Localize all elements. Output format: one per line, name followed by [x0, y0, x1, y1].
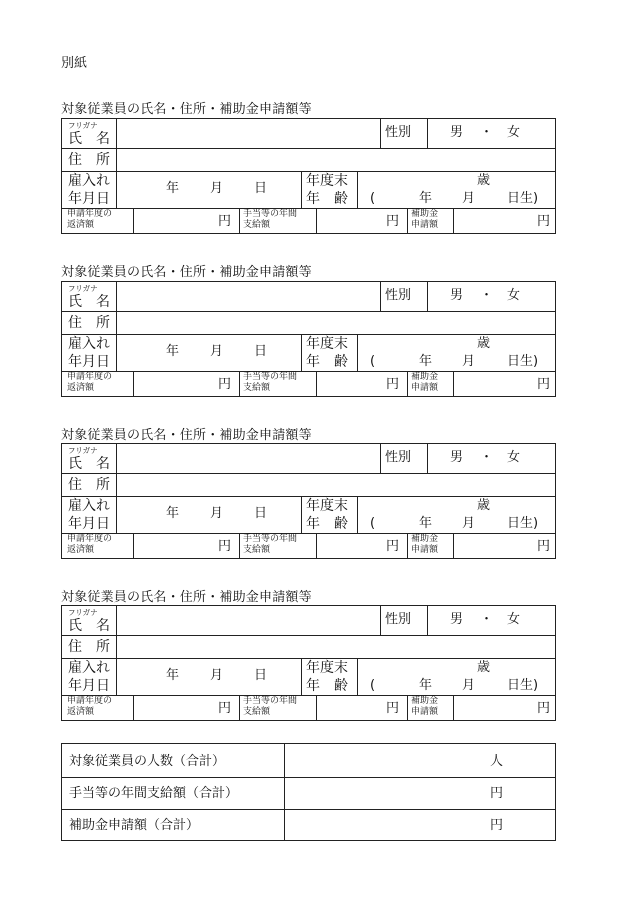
subsidy-label: 補助金	[411, 372, 439, 382]
name-label: 氏 名	[68, 618, 110, 634]
page-label: 別紙	[61, 56, 88, 71]
hire-date-label: 雇入れ	[68, 173, 110, 189]
gender-male: 男	[450, 450, 464, 465]
summary-unit-subsidy: 円	[490, 818, 504, 833]
col-line	[116, 444, 117, 533]
col-line	[407, 208, 408, 233]
col-line	[407, 371, 408, 396]
col-line	[357, 171, 358, 208]
hire-date-label-2: 年月日	[68, 191, 110, 207]
age-unit: 歳	[477, 498, 491, 513]
col-line	[301, 658, 302, 695]
birth-paren: (	[370, 354, 376, 369]
row-line	[62, 148, 555, 149]
hire-date-label: 雇入れ	[68, 336, 110, 352]
employee-form	[61, 443, 556, 559]
birth-paren: (	[370, 191, 376, 206]
gender-label: 性別	[385, 125, 412, 140]
age-label-2: 年 齢	[306, 354, 348, 370]
summary-row-line	[62, 809, 555, 810]
hire-date-label-2: 年月日	[68, 354, 110, 370]
subsidy-yen: 円	[537, 214, 551, 229]
subsidy-yen: 円	[537, 701, 551, 716]
age-label-2: 年 齢	[306, 516, 348, 532]
col-line	[133, 371, 134, 396]
name-label: 氏 名	[68, 294, 110, 310]
birth-month-unit: 月	[462, 191, 476, 206]
col-line	[357, 334, 358, 371]
col-line	[357, 658, 358, 695]
birth-day-unit: 日生)	[507, 678, 539, 693]
summary-divider	[284, 744, 285, 840]
subsidy-yen: 円	[537, 539, 551, 554]
col-line	[301, 171, 302, 208]
col-line	[239, 371, 240, 396]
furigana-label: フリガナ	[68, 446, 98, 455]
repayment-yen: 円	[218, 539, 232, 554]
hire-month-unit: 月	[210, 668, 224, 683]
col-line	[380, 282, 381, 311]
hire-day-unit: 日	[254, 181, 268, 196]
subsidy-label-2: 申請額	[411, 707, 439, 717]
summary-row-line	[62, 777, 555, 778]
age-unit: 歳	[477, 660, 491, 675]
section-title: 対象従業員の氏名・住所・補助金申請額等	[61, 428, 312, 443]
col-line	[427, 444, 428, 473]
col-line	[453, 208, 454, 233]
subsidy-label: 補助金	[411, 209, 439, 219]
col-line	[357, 496, 358, 533]
col-line	[239, 695, 240, 720]
section-title: 対象従業員の氏名・住所・補助金申請額等	[61, 265, 312, 280]
row-line	[62, 171, 555, 172]
col-line	[116, 606, 117, 695]
col-line	[316, 695, 317, 720]
summary-label-count: 対象従業員の人数（合計）	[69, 754, 226, 769]
hire-date-label: 雇入れ	[68, 498, 110, 514]
gender-male: 男	[450, 288, 464, 303]
summary-unit-allowance: 円	[490, 786, 504, 801]
hire-year-unit: 年	[166, 181, 180, 196]
summary-label-allowance: 手当等の年間支給額（合計）	[69, 786, 239, 801]
age-label-2: 年 齢	[306, 191, 348, 207]
col-line	[427, 606, 428, 635]
age-unit: 歳	[477, 336, 491, 351]
repayment-yen: 円	[218, 377, 232, 392]
row-line	[62, 208, 555, 209]
allowance-yen: 円	[386, 539, 400, 554]
col-line	[133, 533, 134, 558]
row-line	[62, 695, 555, 696]
gender-male: 男	[450, 125, 464, 140]
address-label: 住 所	[68, 315, 110, 331]
birth-paren: (	[370, 516, 376, 531]
repayment-yen: 円	[218, 214, 232, 229]
birth-day-unit: 日生)	[507, 354, 539, 369]
birth-month-unit: 月	[462, 354, 476, 369]
col-line	[316, 208, 317, 233]
col-line	[380, 606, 381, 635]
col-line	[116, 119, 117, 208]
gender-separator: ・	[480, 288, 494, 303]
furigana-label: フリガナ	[68, 121, 98, 130]
allowance-yen: 円	[386, 214, 400, 229]
subsidy-label-2: 申請額	[411, 383, 439, 393]
row-line	[62, 371, 555, 372]
col-line	[427, 282, 428, 311]
repayment-label: 申請年度の	[67, 696, 113, 706]
col-line	[427, 119, 428, 148]
allowance-yen: 円	[386, 701, 400, 716]
gender-female: 女	[507, 450, 521, 465]
col-line	[453, 695, 454, 720]
col-line	[316, 533, 317, 558]
repayment-label: 申請年度の	[67, 534, 113, 544]
col-line	[133, 208, 134, 233]
gender-label: 性別	[385, 450, 412, 465]
birth-day-unit: 日生)	[507, 191, 539, 206]
repayment-label-2: 返済額	[67, 545, 95, 555]
name-label: 氏 名	[68, 456, 110, 472]
hire-month-unit: 月	[210, 506, 224, 521]
repayment-label: 申請年度の	[67, 209, 113, 219]
row-line	[62, 334, 555, 335]
section-title: 対象従業員の氏名・住所・補助金申請額等	[61, 590, 312, 605]
allowance-label-2: 支給額	[243, 545, 271, 555]
subsidy-label-2: 申請額	[411, 220, 439, 230]
row-line	[62, 658, 555, 659]
row-line	[62, 635, 555, 636]
hire-day-unit: 日	[254, 344, 268, 359]
furigana-label: フリガナ	[68, 608, 98, 617]
allowance-label: 手当等の年間	[243, 696, 298, 706]
gender-label: 性別	[385, 612, 412, 627]
col-line	[239, 208, 240, 233]
age-label: 年度末	[306, 336, 348, 352]
allowance-label-2: 支給額	[243, 383, 271, 393]
allowance-label: 手当等の年間	[243, 372, 298, 382]
col-line	[316, 371, 317, 396]
row-line	[62, 496, 555, 497]
gender-separator: ・	[480, 125, 494, 140]
col-line	[453, 371, 454, 396]
gender-label: 性別	[385, 288, 412, 303]
address-label: 住 所	[68, 639, 110, 655]
gender-female: 女	[507, 288, 521, 303]
summary-label-subsidy: 補助金申請額（合計）	[69, 818, 200, 833]
hire-year-unit: 年	[166, 668, 180, 683]
furigana-label: フリガナ	[68, 284, 98, 293]
birth-day-unit: 日生)	[507, 516, 539, 531]
birth-year-unit: 年	[419, 678, 433, 693]
age-unit: 歳	[477, 173, 491, 188]
summary-unit-count: 人	[490, 754, 504, 769]
row-line	[62, 473, 555, 474]
hire-day-unit: 日	[254, 506, 268, 521]
summary-table	[61, 743, 556, 841]
allowance-label: 手当等の年間	[243, 534, 298, 544]
col-line	[453, 533, 454, 558]
allowance-label-2: 支給額	[243, 707, 271, 717]
section-title: 対象従業員の氏名・住所・補助金申請額等	[61, 102, 312, 117]
subsidy-label: 補助金	[411, 534, 439, 544]
hire-day-unit: 日	[254, 668, 268, 683]
col-line	[380, 444, 381, 473]
repayment-label-2: 返済額	[67, 707, 95, 717]
subsidy-yen: 円	[537, 377, 551, 392]
repayment-yen: 円	[218, 701, 232, 716]
birth-year-unit: 年	[419, 354, 433, 369]
age-label-2: 年 齢	[306, 678, 348, 694]
col-line	[239, 533, 240, 558]
employee-form	[61, 605, 556, 721]
address-label: 住 所	[68, 152, 110, 168]
col-line	[407, 533, 408, 558]
birth-paren: (	[370, 678, 376, 693]
col-line	[380, 119, 381, 148]
age-label: 年度末	[306, 498, 348, 514]
address-label: 住 所	[68, 477, 110, 493]
hire-month-unit: 月	[210, 344, 224, 359]
hire-date-label-2: 年月日	[68, 678, 110, 694]
repayment-label-2: 返済額	[67, 220, 95, 230]
hire-date-label: 雇入れ	[68, 660, 110, 676]
age-label: 年度末	[306, 173, 348, 189]
allowance-yen: 円	[386, 377, 400, 392]
repayment-label-2: 返済額	[67, 383, 95, 393]
col-line	[116, 282, 117, 371]
age-label: 年度末	[306, 660, 348, 676]
name-label: 氏 名	[68, 131, 110, 147]
row-line	[62, 311, 555, 312]
subsidy-label: 補助金	[411, 696, 439, 706]
gender-separator: ・	[480, 450, 494, 465]
birth-year-unit: 年	[419, 516, 433, 531]
hire-year-unit: 年	[166, 506, 180, 521]
employee-form	[61, 281, 556, 397]
hire-date-label-2: 年月日	[68, 516, 110, 532]
subsidy-label-2: 申請額	[411, 545, 439, 555]
hire-year-unit: 年	[166, 344, 180, 359]
hire-month-unit: 月	[210, 181, 224, 196]
birth-year-unit: 年	[419, 191, 433, 206]
allowance-label-2: 支給額	[243, 220, 271, 230]
birth-month-unit: 月	[462, 678, 476, 693]
birth-month-unit: 月	[462, 516, 476, 531]
col-line	[407, 695, 408, 720]
col-line	[133, 695, 134, 720]
col-line	[301, 496, 302, 533]
repayment-label: 申請年度の	[67, 372, 113, 382]
employee-form	[61, 118, 556, 234]
gender-separator: ・	[480, 612, 494, 627]
gender-female: 女	[507, 612, 521, 627]
col-line	[301, 334, 302, 371]
gender-male: 男	[450, 612, 464, 627]
row-line	[62, 533, 555, 534]
allowance-label: 手当等の年間	[243, 209, 298, 219]
gender-female: 女	[507, 125, 521, 140]
